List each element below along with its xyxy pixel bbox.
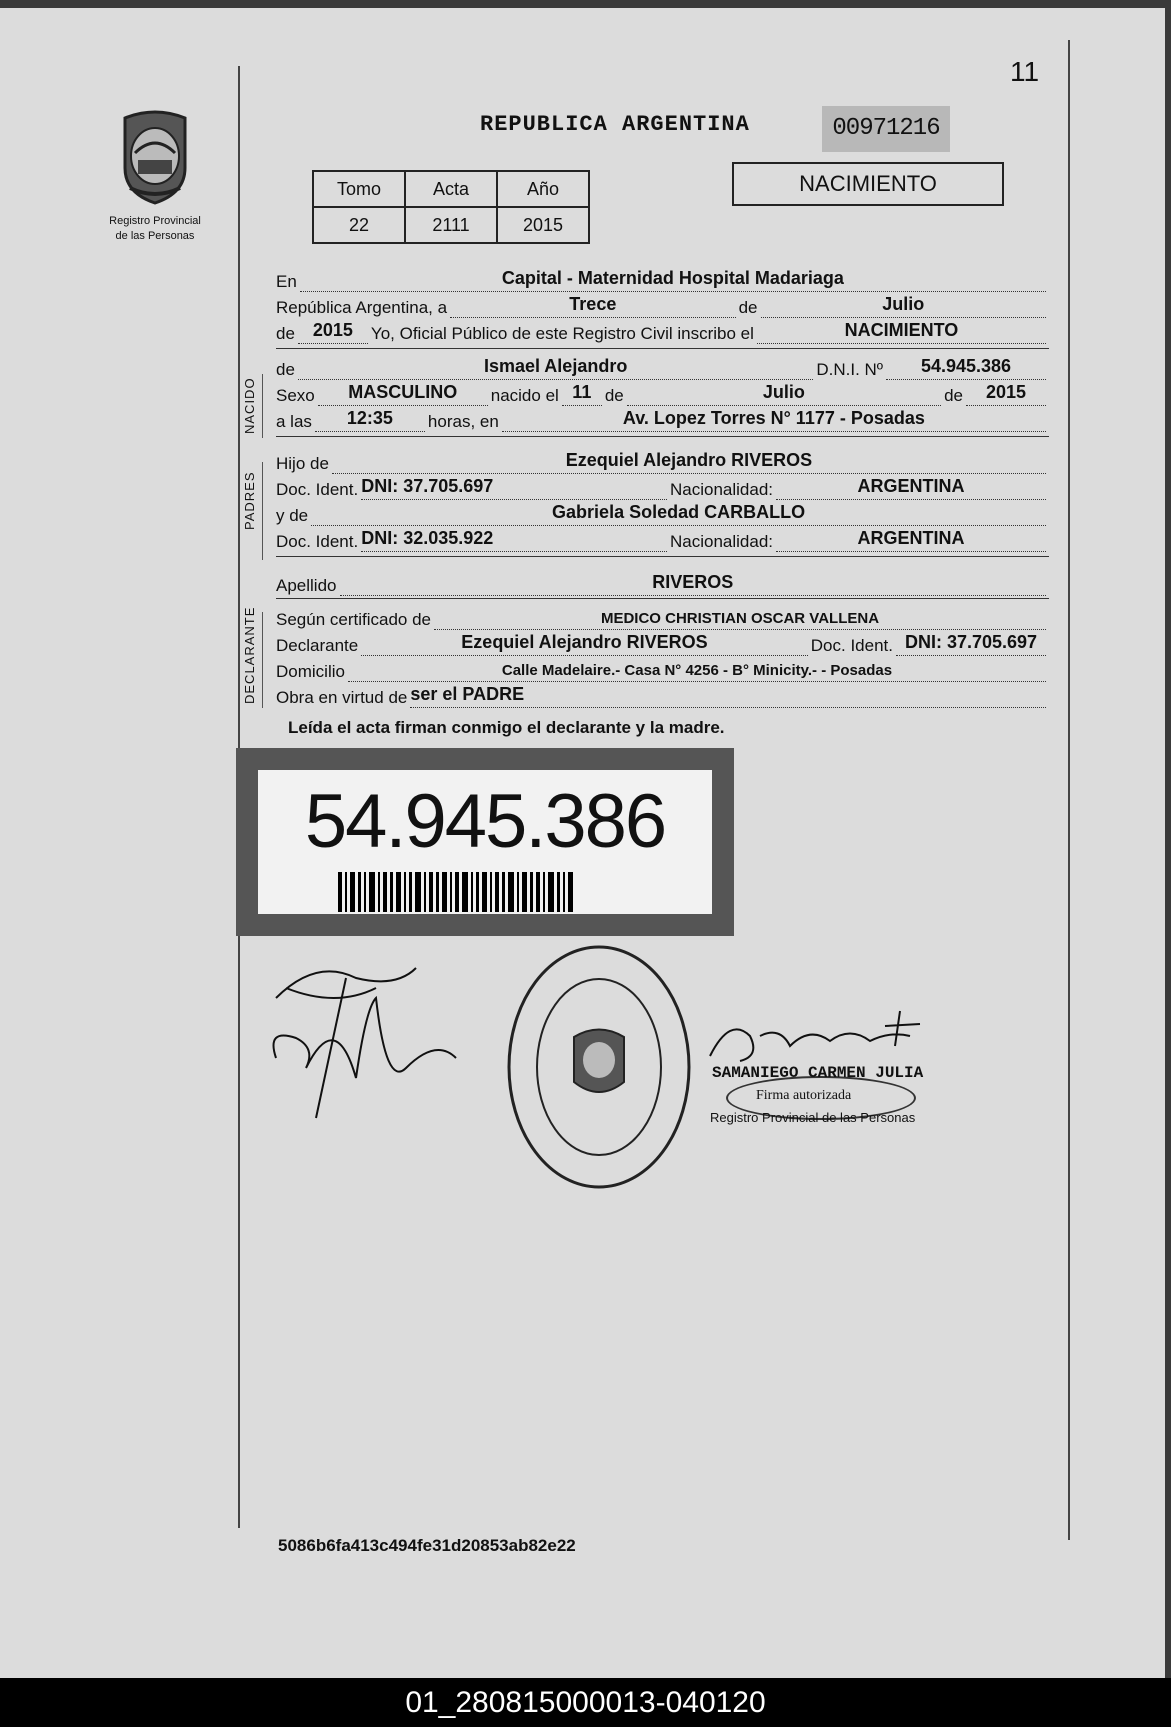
value-birth-year: 2015 — [985, 382, 1027, 402]
row-place — [276, 266, 1049, 292]
label-nacionalidad: Nacionalidad: — [669, 480, 773, 499]
value-dni: 54.945.386 — [920, 356, 1012, 376]
label-domicilio: Domicilio — [276, 662, 345, 681]
label-yo-oficial: Yo, Oficial Público de este Registro Civil inscribo el — [370, 324, 754, 343]
declarant-signature — [256, 948, 486, 1128]
label-nacionalidad: Nacionalidad: — [669, 532, 773, 551]
label-sexo: Sexo — [276, 386, 315, 405]
serial-number: 00971216 — [822, 106, 950, 152]
value-year: 2015 — [312, 320, 353, 340]
value-mother-nationality: ARGENTINA — [857, 528, 965, 548]
page-number: 11 — [1010, 56, 1040, 87]
section-declarante: DECLARANTE — [242, 606, 257, 704]
row-address — [276, 656, 1049, 682]
row-declarant — [276, 630, 1049, 656]
row-year — [276, 318, 1049, 344]
row-father — [276, 448, 1049, 474]
province-logo — [100, 108, 210, 243]
register-value: 22 — [313, 207, 405, 243]
official-seal — [504, 942, 694, 1192]
label-a-las: a las — [276, 412, 312, 431]
value-father: Ezequiel Alejandro RIVEROS — [565, 450, 813, 470]
label-segun-certificado: Según certificado de — [276, 610, 431, 629]
value-name: Ismael Alejandro — [483, 356, 628, 376]
label-nacido-el: nacido el — [490, 386, 559, 405]
value-birth-place: Av. Lopez Torres N° 1177 - Posadas — [622, 408, 925, 428]
logo-caption-2: de las Personas — [115, 230, 195, 242]
document-hash: 5086b6fa413c494fe31d20853ab82e22 — [278, 1536, 576, 1555]
label-declarante: Declarante — [276, 636, 359, 655]
row-father-doc — [276, 474, 1049, 500]
value-father-doc: DNI: 37.705.697 — [361, 476, 494, 496]
signature-note: Leída el acta firman conmigo el declarante y la madre. — [288, 718, 725, 737]
value-day: Trece — [569, 294, 617, 314]
label-de: de — [944, 386, 963, 405]
barcode — [338, 872, 638, 912]
value-surname: RIVEROS — [652, 572, 734, 592]
row-sex — [276, 380, 1049, 406]
sticker-dni-number: 54.945.386 — [304, 779, 666, 864]
label-doc-ident: Doc. Ident. — [276, 480, 359, 499]
row-mother — [276, 500, 1049, 526]
official-name: SAMANIEGO CARMEN JULIA — [712, 1064, 924, 1082]
footer-id: 01_280815000013-040120 — [0, 1678, 1171, 1727]
value-address: Calle Madelaire.- Casa N° 4256 - B° Minicity.- - Posadas — [501, 662, 893, 679]
label-de: de — [276, 360, 295, 379]
register-value: 2111 — [405, 207, 497, 243]
label-de: de — [604, 386, 624, 405]
row-mother-doc — [276, 526, 1049, 552]
row-certificate — [276, 604, 1049, 630]
page-title: REPUBLICA ARGENTINA — [480, 112, 750, 137]
label-horas-en: horas, en — [427, 412, 499, 431]
value-mother: Gabriela Soledad CARBALLO — [552, 502, 806, 522]
register-value: 2015 — [497, 207, 589, 243]
section-padres: PADRES — [242, 471, 257, 530]
label-en: En — [276, 272, 297, 291]
value-mother-doc: DNI: 32.035.922 — [361, 528, 494, 548]
value-birth-month: Julio — [762, 382, 805, 402]
value-certificate: MEDICO CHRISTIAN OSCAR VALLENA — [600, 610, 880, 627]
official-organization: Registro Provincial de las Personas — [710, 1110, 916, 1125]
value-father-nationality: ARGENTINA — [857, 476, 965, 496]
row-time — [276, 406, 1049, 432]
section-nacido: NACIDO — [242, 377, 257, 434]
register-header: Tomo — [313, 171, 405, 207]
label-doc-ident: Doc. Ident. — [810, 636, 893, 655]
row-date — [276, 292, 1049, 318]
row-surname — [276, 570, 1049, 596]
label-dni: D.N.I. Nº — [816, 360, 883, 379]
document-page — [0, 8, 1165, 1678]
official-title: Firma autorizada — [756, 1088, 852, 1103]
value-declarant: Ezequiel Alejandro RIVEROS — [461, 632, 708, 652]
official-signature — [700, 1006, 950, 1066]
label-de: de — [276, 324, 295, 343]
value-sex: MASCULINO — [348, 382, 458, 402]
value-place: Capital - Maternidad Hospital Madariaga — [501, 268, 844, 288]
label-hijo-de: Hijo de — [276, 454, 329, 473]
coat-of-arms-icon — [110, 108, 200, 208]
act-type-box: NACIMIENTO — [732, 162, 1004, 206]
value-birth-day: 11 — [572, 382, 592, 402]
label-apellido: Apellido — [276, 576, 337, 595]
label-doc-ident: Doc. Ident. — [276, 532, 359, 551]
dni-sticker — [236, 748, 734, 936]
value-capacity: ser el PADRE — [410, 684, 525, 704]
label-de: de — [738, 298, 758, 317]
right-margin-line — [1068, 40, 1070, 1540]
value-time: 12:35 — [346, 408, 393, 428]
value-month: Julio — [882, 294, 925, 314]
label-republica: República Argentina, a — [276, 298, 448, 317]
register-table — [312, 170, 590, 244]
value-declarant-doc: DNI: 37.705.697 — [904, 632, 1038, 652]
label-obra-en-virtud: Obra en virtud de — [276, 688, 408, 707]
row-name — [276, 354, 1049, 380]
row-capacity — [276, 682, 1049, 708]
logo-caption-1: Registro Provincial — [109, 215, 201, 227]
label-y-de: y de — [276, 506, 309, 525]
value-event: NACIMIENTO — [844, 320, 959, 340]
register-header: Acta — [405, 171, 497, 207]
register-header: Año — [497, 171, 589, 207]
